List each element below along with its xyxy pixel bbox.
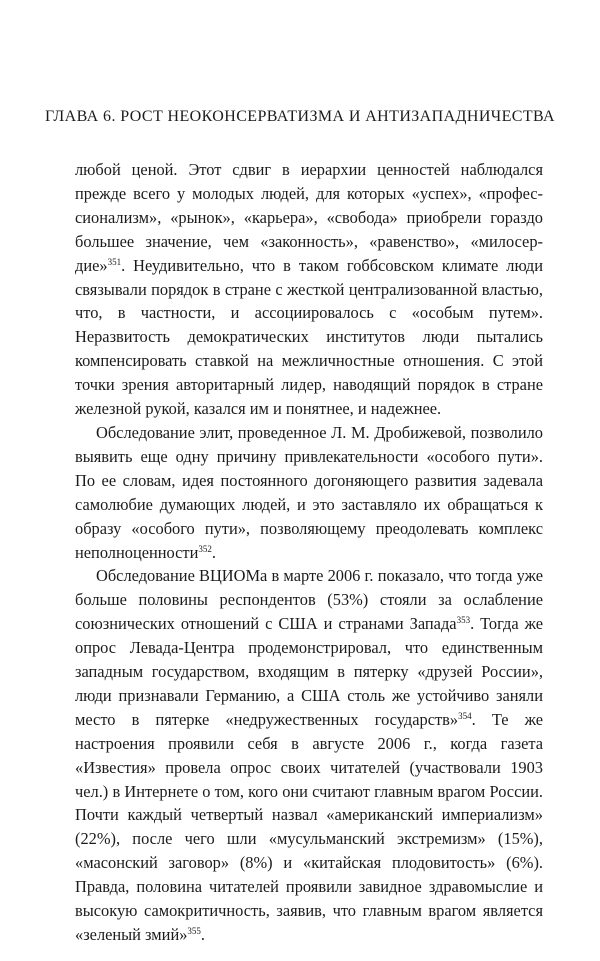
paragraph-text: .	[200, 925, 206, 944]
paragraph-text: Обследование ВЦИОМа в марте 2006 г. показало, что тогда уже больше половины респондентов (53%) стояли за ослабление союзнических отношений с США и странами Запада	[75, 566, 543, 634]
footnote-ref: 353	[456, 615, 471, 626]
footnote-ref: 354	[458, 710, 472, 721]
paragraph	[75, 158, 543, 421]
body-text	[75, 158, 543, 947]
footnote-ref: 351	[107, 256, 122, 267]
paragraph-text: . Те же настроения проявили себя в августе 2006 г., когда газета «Известия» провела опрос своих читателей (участвовали 1903 чел.) в Интернете о том, кого они считают главным врагом России. Почти каждый четвертый назвал «американский империализм» (22%), после чего шли «мусульманский экстремизм» (15%), «масонский заговор» (8%) и «китайская плодовитость» (6%). Правда, половина читателей проявили завидное здравомыслие и высокую самокритичность, заявив, что главным врагом является «зеленый змий»	[75, 709, 543, 944]
paragraph-text: . Неудивительно, что в таком гоббсовском климате люди связывали порядок в стране с жесткой централизованной властью, что, в частности, и ассоциировалось с «особым путем». Неразвитость демократических институтов люди пытались компенсировать ставкой на межличностные отношения. С этой точки зрения авторитарный лидер, наводящий порядок в стране железной рукой, казался им и понятнее, и надежнее.	[75, 255, 543, 419]
paragraph	[75, 564, 543, 947]
paragraph-text: любой ценой. Этот сдвиг в иерархии ценностей наблюдался прежде всего у молодых людей, для которых «успех», «профессионализм», «рынок», «карьера», «свобода» приобрели гораздо большее значение, чем «законность», «равенство», «милосердие»	[75, 160, 543, 275]
running-head: ГЛАВА 6. РОСТ НЕОКОНСЕРВАТИЗМА И АНТИЗАПАДНИЧЕСТВА	[44, 108, 556, 125]
paragraph-text: .	[211, 542, 216, 562]
footnote-ref: 355	[187, 926, 201, 936]
paragraph	[75, 421, 543, 564]
paragraph-text: . Тогда же опрос Левада-Центра продемонстрировал, что единственным западным государством, входящим в пятерку «друзей России», люди признавали Германию, а США столь же устойчиво заняли место в пятерке «недружественных государств»	[75, 614, 543, 729]
paragraph-text: Обследование элит, проведенное Л. М. Дробижевой, позволило выявить еще одну причину привлекательности «особого пути». По ее словам, идея постоянного догоняющего развития задевала самолюбие думающих людей, и это заставляло их обращаться к образу «особого пути», позволяющему преодолевать комплекс неполноценности	[75, 422, 543, 562]
footnote-ref: 352	[198, 543, 212, 554]
